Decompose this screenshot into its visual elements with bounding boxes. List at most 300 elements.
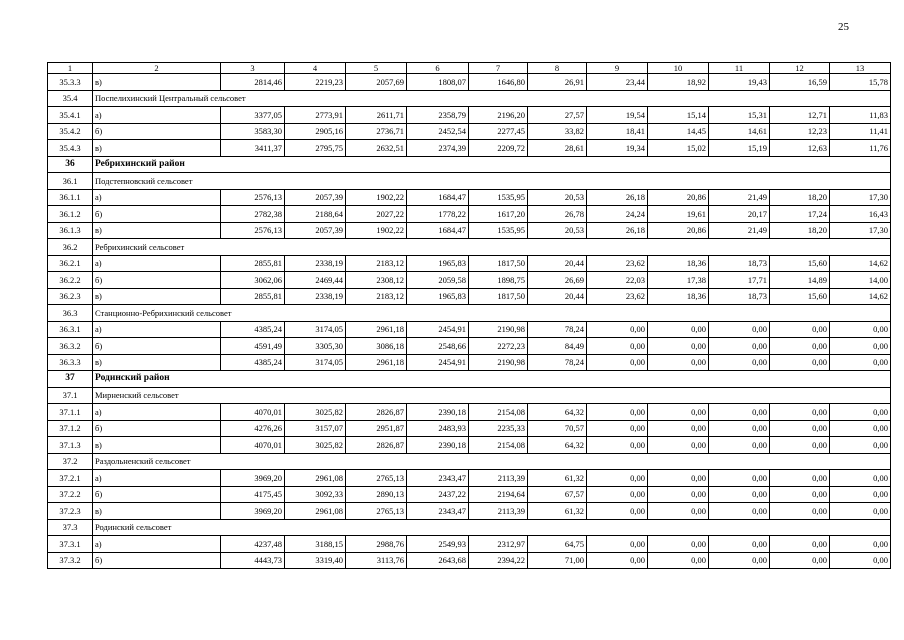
value-cell: 0,00 [770,321,830,338]
value-cell: 12,23 [770,123,830,140]
value-cell: 1617,20 [469,206,528,223]
column-header: 10 [648,63,709,74]
value-cell: 0,00 [770,404,830,421]
section-title: Раздольненский сельсовет [93,453,891,470]
value-cell: 14,89 [770,272,830,289]
table-row [48,470,891,487]
value-cell: 2576,13 [221,222,285,239]
value-cell: 2219,23 [285,74,346,91]
value-cell: 14,62 [830,255,891,272]
value-cell: 3157,07 [285,420,346,437]
value-cell: 71,00 [528,552,587,569]
value-cell: 2961,18 [346,354,407,371]
value-cell: 19,61 [648,206,709,223]
value-cell: 3174,05 [285,354,346,371]
value-cell: 1898,75 [469,272,528,289]
value-cell: 3025,82 [285,404,346,421]
column-header: 6 [407,63,469,74]
section-row [48,387,891,404]
value-cell: 0,00 [830,470,891,487]
value-cell: 1535,95 [469,189,528,206]
value-cell: 2194,64 [469,486,528,503]
column-header: 3 [221,63,285,74]
value-cell: 1684,47 [407,222,469,239]
value-cell: 0,00 [648,338,709,355]
table-row [48,321,891,338]
value-cell: 17,30 [830,189,891,206]
value-cell: 18,36 [648,288,709,305]
district-title: Ребрихинский район [93,156,891,173]
row-code: 37.1.1 [48,404,93,421]
value-cell: 0,00 [770,486,830,503]
column-header: 7 [469,63,528,74]
value-cell: 20,44 [528,255,587,272]
value-cell: 17,24 [770,206,830,223]
value-cell: 26,69 [528,272,587,289]
value-cell: 2736,71 [346,123,407,140]
value-cell: 3062,06 [221,272,285,289]
value-cell: 2196,20 [469,107,528,124]
value-cell: 2209,72 [469,140,528,157]
value-cell: 2890,13 [346,486,407,503]
value-cell: 0,00 [709,404,770,421]
value-cell: 2343,47 [407,503,469,520]
value-cell: 14,00 [830,272,891,289]
value-cell: 1778,22 [407,206,469,223]
table-body [48,74,891,569]
table-row [48,338,891,355]
value-cell: 0,00 [587,321,648,338]
table-row [48,74,891,91]
table-header [48,63,891,74]
value-cell: 2390,18 [407,404,469,421]
section-row [48,173,891,190]
value-cell: 0,00 [830,552,891,569]
header-row [48,63,891,74]
value-cell: 15,78 [830,74,891,91]
row-code: 36.1 [48,173,93,190]
value-cell: 18,73 [709,255,770,272]
table-row [48,123,891,140]
row-variant-label: в) [93,503,221,520]
value-cell: 0,00 [770,338,830,355]
table-row [48,503,891,520]
row-code: 36.2.2 [48,272,93,289]
row-variant-label: а) [93,107,221,124]
value-cell: 4070,01 [221,404,285,421]
table-row [48,536,891,553]
table-row [48,255,891,272]
value-cell: 24,24 [587,206,648,223]
table-row [48,552,891,569]
value-cell: 15,60 [770,255,830,272]
value-cell: 2826,87 [346,437,407,454]
value-cell: 84,49 [528,338,587,355]
value-cell: 26,18 [587,189,648,206]
table-row [48,288,891,305]
row-code: 37.1.2 [48,420,93,437]
value-cell: 3025,82 [285,437,346,454]
value-cell: 0,00 [770,503,830,520]
row-variant-label: а) [93,470,221,487]
value-cell: 17,30 [830,222,891,239]
district-row [48,156,891,173]
value-cell: 0,00 [587,420,648,437]
value-cell: 2277,45 [469,123,528,140]
value-cell: 2308,12 [346,272,407,289]
row-variant-label: а) [93,404,221,421]
table-row [48,140,891,157]
row-code: 37.2.3 [48,503,93,520]
value-cell: 0,00 [587,486,648,503]
tariff-table [47,62,891,569]
value-cell: 2632,51 [346,140,407,157]
row-variant-label: в) [93,222,221,239]
row-code: 37.3.2 [48,552,93,569]
value-cell: 4237,48 [221,536,285,553]
value-cell: 4385,24 [221,354,285,371]
row-code: 36.2.1 [48,255,93,272]
row-code: 36.3 [48,305,93,322]
value-cell: 2057,39 [285,189,346,206]
value-cell: 0,00 [587,338,648,355]
value-cell: 78,24 [528,321,587,338]
table-row [48,222,891,239]
row-variant-label: б) [93,552,221,569]
value-cell: 2988,76 [346,536,407,553]
table-row [48,437,891,454]
value-cell: 0,00 [709,552,770,569]
value-cell: 2183,12 [346,255,407,272]
value-cell: 0,00 [830,338,891,355]
value-cell: 17,38 [648,272,709,289]
value-cell: 14,62 [830,288,891,305]
row-code: 37.3 [48,519,93,536]
row-variant-label: а) [93,189,221,206]
row-variant-label: б) [93,338,221,355]
value-cell: 15,31 [709,107,770,124]
value-cell: 78,24 [528,354,587,371]
section-title: Поспелихинский Центральный сельсовет [93,90,891,107]
value-cell: 4070,01 [221,437,285,454]
value-cell: 3188,15 [285,536,346,553]
value-cell: 1684,47 [407,189,469,206]
value-cell: 0,00 [709,486,770,503]
value-cell: 15,60 [770,288,830,305]
row-code: 35.4.1 [48,107,93,124]
value-cell: 23,62 [587,288,648,305]
value-cell: 2113,39 [469,503,528,520]
row-code: 36.2.3 [48,288,93,305]
value-cell: 67,57 [528,486,587,503]
value-cell: 64,32 [528,437,587,454]
row-variant-label: в) [93,354,221,371]
section-row [48,519,891,536]
value-cell: 2961,18 [346,321,407,338]
value-cell: 2188,64 [285,206,346,223]
value-cell: 3411,37 [221,140,285,157]
value-cell: 0,00 [830,536,891,553]
value-cell: 3092,33 [285,486,346,503]
value-cell: 4385,24 [221,321,285,338]
section-title: Ребрихинский сельсовет [93,239,891,256]
value-cell: 17,71 [709,272,770,289]
value-cell: 20,44 [528,288,587,305]
value-cell: 4276,26 [221,420,285,437]
row-code: 36.2 [48,239,93,256]
table-row [48,420,891,437]
value-cell: 2390,18 [407,437,469,454]
value-cell: 0,00 [830,437,891,454]
table-row [48,404,891,421]
value-cell: 12,71 [770,107,830,124]
value-cell: 1965,83 [407,255,469,272]
value-cell: 2057,69 [346,74,407,91]
value-cell: 2795,75 [285,140,346,157]
value-cell: 0,00 [587,354,648,371]
value-cell: 3969,20 [221,503,285,520]
value-cell: 0,00 [648,354,709,371]
value-cell: 15,19 [709,140,770,157]
value-cell: 2057,39 [285,222,346,239]
value-cell: 64,32 [528,404,587,421]
value-cell: 0,00 [648,404,709,421]
value-cell: 0,00 [830,420,891,437]
value-cell: 2855,81 [221,255,285,272]
section-row [48,239,891,256]
value-cell: 0,00 [648,470,709,487]
value-cell: 28,61 [528,140,587,157]
value-cell: 2454,91 [407,321,469,338]
value-cell: 2905,16 [285,123,346,140]
value-cell: 0,00 [709,321,770,338]
table-row [48,486,891,503]
value-cell: 0,00 [648,321,709,338]
value-cell: 2437,22 [407,486,469,503]
value-cell: 0,00 [830,321,891,338]
value-cell: 18,20 [770,222,830,239]
value-cell: 21,49 [709,189,770,206]
value-cell: 20,17 [709,206,770,223]
value-cell: 1535,95 [469,222,528,239]
value-cell: 3113,76 [346,552,407,569]
table-row [48,272,891,289]
value-cell: 2469,44 [285,272,346,289]
value-cell: 2855,81 [221,288,285,305]
row-code: 37.2 [48,453,93,470]
value-cell: 0,00 [709,338,770,355]
value-cell: 2312,97 [469,536,528,553]
value-cell: 2183,12 [346,288,407,305]
value-cell: 0,00 [648,552,709,569]
section-row [48,305,891,322]
row-code: 36.1.3 [48,222,93,239]
value-cell: 21,49 [709,222,770,239]
value-cell: 0,00 [587,470,648,487]
page-number: 25 [838,21,849,33]
row-variant-label: в) [93,140,221,157]
value-cell: 2814,46 [221,74,285,91]
value-cell: 0,00 [587,552,648,569]
section-row [48,90,891,107]
value-cell: 0,00 [709,354,770,371]
value-cell: 2548,66 [407,338,469,355]
value-cell: 0,00 [770,437,830,454]
value-cell: 3377,05 [221,107,285,124]
value-cell: 2782,38 [221,206,285,223]
value-cell: 1646,80 [469,74,528,91]
value-cell: 11,41 [830,123,891,140]
row-code: 36.1.2 [48,206,93,223]
column-header: 13 [830,63,891,74]
value-cell: 15,02 [648,140,709,157]
value-cell: 61,32 [528,503,587,520]
district-title: Родинский район [93,371,891,388]
row-code: 35.4.2 [48,123,93,140]
value-cell: 0,00 [648,536,709,553]
value-cell: 4591,49 [221,338,285,355]
value-cell: 2059,58 [407,272,469,289]
value-cell: 18,20 [770,189,830,206]
value-cell: 4443,73 [221,552,285,569]
value-cell: 23,62 [587,255,648,272]
row-variant-label: б) [93,123,221,140]
value-cell: 16,43 [830,206,891,223]
table-row [48,107,891,124]
section-title: Родинский сельсовет [93,519,891,536]
value-cell: 2643,68 [407,552,469,569]
value-cell: 14,45 [648,123,709,140]
value-cell: 18,73 [709,288,770,305]
value-cell: 2951,87 [346,420,407,437]
value-cell: 3319,40 [285,552,346,569]
value-cell: 3086,18 [346,338,407,355]
value-cell: 2765,13 [346,503,407,520]
row-variant-label: а) [93,536,221,553]
value-cell: 70,57 [528,420,587,437]
value-cell: 3583,30 [221,123,285,140]
value-cell: 1817,50 [469,288,528,305]
value-cell: 18,41 [587,123,648,140]
value-cell: 2452,54 [407,123,469,140]
value-cell: 3305,30 [285,338,346,355]
value-cell: 0,00 [709,536,770,553]
value-cell: 19,43 [709,74,770,91]
value-cell: 0,00 [770,470,830,487]
value-cell: 2027,22 [346,206,407,223]
value-cell: 1817,50 [469,255,528,272]
row-code: 36.3.2 [48,338,93,355]
value-cell: 0,00 [648,437,709,454]
row-variant-label: а) [93,255,221,272]
row-variant-label: в) [93,288,221,305]
value-cell: 2343,47 [407,470,469,487]
value-cell: 2338,19 [285,288,346,305]
value-cell: 0,00 [770,536,830,553]
value-cell: 2773,91 [285,107,346,124]
value-cell: 27,57 [528,107,587,124]
table-row [48,206,891,223]
value-cell: 26,18 [587,222,648,239]
value-cell: 2235,33 [469,420,528,437]
value-cell: 1965,83 [407,288,469,305]
value-cell: 2826,87 [346,404,407,421]
column-header: 12 [770,63,830,74]
value-cell: 0,00 [587,404,648,421]
value-cell: 0,00 [648,420,709,437]
value-cell: 15,14 [648,107,709,124]
value-cell: 2454,91 [407,354,469,371]
value-cell: 20,86 [648,222,709,239]
value-cell: 64,75 [528,536,587,553]
row-variant-label: б) [93,486,221,503]
value-cell: 0,00 [587,536,648,553]
value-cell: 19,34 [587,140,648,157]
value-cell: 2190,98 [469,321,528,338]
value-cell: 0,00 [709,470,770,487]
value-cell: 20,53 [528,222,587,239]
value-cell: 0,00 [648,486,709,503]
row-code: 37.2.1 [48,470,93,487]
value-cell: 2549,93 [407,536,469,553]
value-cell: 0,00 [830,486,891,503]
value-cell: 1902,22 [346,189,407,206]
value-cell: 0,00 [709,420,770,437]
column-header: 9 [587,63,648,74]
value-cell: 61,32 [528,470,587,487]
value-cell: 4175,45 [221,486,285,503]
row-code: 36.3.1 [48,321,93,338]
value-cell: 12,63 [770,140,830,157]
section-title: Мирненский сельсовет [93,387,891,404]
row-code: 37.1 [48,387,93,404]
row-code: 37.2.2 [48,486,93,503]
value-cell: 18,36 [648,255,709,272]
row-code: 35.4.3 [48,140,93,157]
row-code: 35.3.3 [48,74,93,91]
column-header: 2 [93,63,221,74]
row-code: 37.1.3 [48,437,93,454]
value-cell: 2576,13 [221,189,285,206]
value-cell: 2961,08 [285,470,346,487]
value-cell: 2483,93 [407,420,469,437]
value-cell: 3174,05 [285,321,346,338]
row-variant-label: в) [93,437,221,454]
section-title: Станционно-Ребрихинский сельсовет [93,305,891,322]
row-variant-label: в) [93,74,221,91]
value-cell: 2374,39 [407,140,469,157]
value-cell: 0,00 [587,503,648,520]
table-row [48,354,891,371]
value-cell: 0,00 [770,420,830,437]
value-cell: 16,59 [770,74,830,91]
value-cell: 19,54 [587,107,648,124]
row-variant-label: б) [93,206,221,223]
column-header: 8 [528,63,587,74]
value-cell: 2154,08 [469,404,528,421]
table-row [48,189,891,206]
value-cell: 0,00 [830,354,891,371]
value-cell: 11,76 [830,140,891,157]
value-cell: 26,78 [528,206,587,223]
value-cell: 0,00 [709,503,770,520]
column-header: 5 [346,63,407,74]
value-cell: 26,91 [528,74,587,91]
section-row [48,453,891,470]
row-code: 35.4 [48,90,93,107]
value-cell: 20,86 [648,189,709,206]
column-header: 4 [285,63,346,74]
